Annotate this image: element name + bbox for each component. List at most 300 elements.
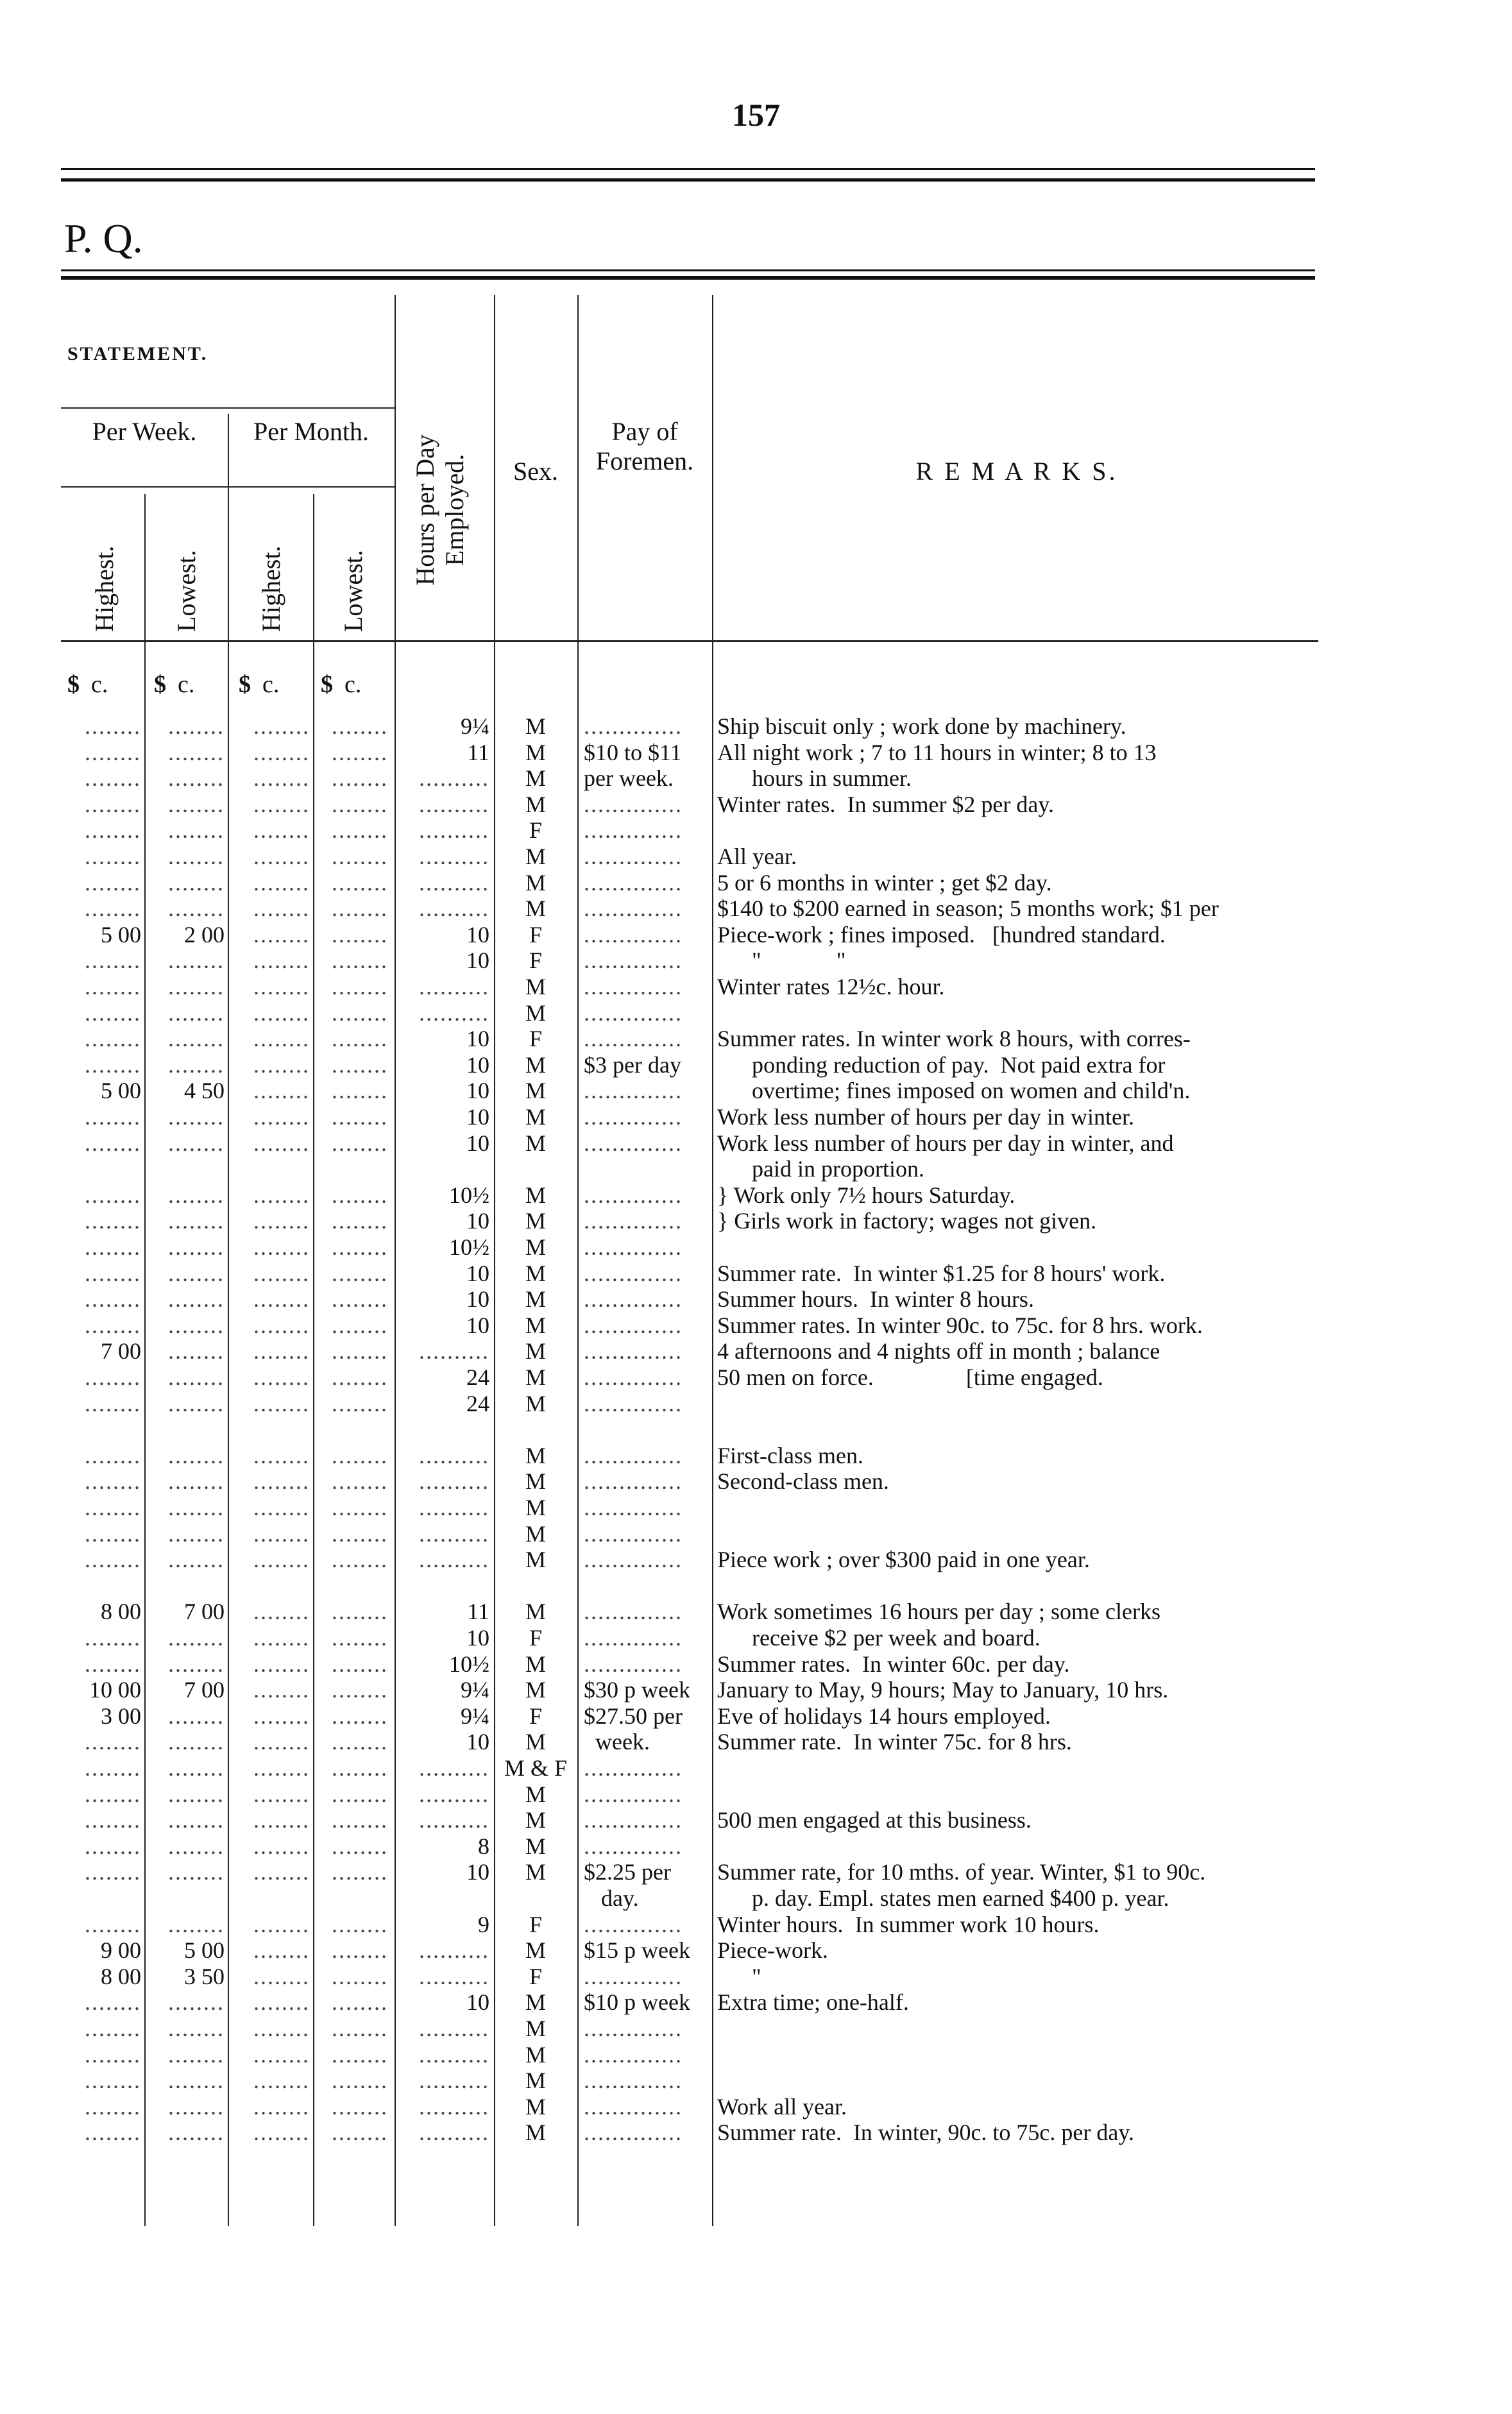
table-row xyxy=(0,1651,1512,1677)
month-highest-cell xyxy=(234,1573,310,1599)
sex-cell: M xyxy=(525,1833,546,1859)
month-lowest-cell: ........ xyxy=(332,1364,388,1390)
table-row xyxy=(0,1078,1512,1103)
week-highest-cell: ........ xyxy=(85,2041,141,2068)
week-highest-cell: ........ xyxy=(85,791,141,817)
week-lowest-cell: ........ xyxy=(168,896,225,922)
week-highest-cell: ........ xyxy=(85,844,141,869)
remarks-cell: Summer rate. In winter 75c. for 8 hrs. xyxy=(717,1729,1072,1755)
remarks-cell: Work less number of hours per day in winter, and xyxy=(717,1130,1174,1156)
month-lowest-cell: ........ xyxy=(332,1468,388,1495)
hours-cell: 10 xyxy=(466,948,489,974)
sex-cell: M xyxy=(525,2068,546,2094)
sex-cell: M xyxy=(525,844,546,869)
header-rule-thick xyxy=(61,276,1315,280)
hours-cell: .......... xyxy=(419,1468,489,1495)
month-lowest-cell: ........ xyxy=(332,2120,388,2146)
remarks-cell xyxy=(717,2042,1333,2068)
month-lowest-cell: ........ xyxy=(332,1729,388,1755)
table-row xyxy=(0,1156,1512,1182)
pay-foremen-cell: $2.25 per xyxy=(584,1859,671,1885)
week-lowest-cell: ........ xyxy=(168,2041,225,2068)
week-lowest-cell: ........ xyxy=(168,1104,225,1130)
hours-cell: .......... xyxy=(419,2041,489,2068)
remarks-cell xyxy=(717,2068,1333,2093)
week-lowest-cell: ........ xyxy=(168,713,225,739)
pay-foremen-cell: .............. xyxy=(584,1651,683,1677)
pay-foremen-cell: .............. xyxy=(584,1312,683,1338)
week-highest-cell: ........ xyxy=(85,1442,141,1468)
remarks-cell: Work sometimes 16 hours per day ; some clerks xyxy=(717,1599,1160,1625)
hours-cell xyxy=(401,1573,489,1599)
month-lowest-header: Lowest. xyxy=(339,550,368,632)
week-highest-cell: ........ xyxy=(85,1468,141,1495)
sex-cell: M xyxy=(525,1495,546,1520)
week-lowest-cell: ........ xyxy=(168,1547,225,1573)
month-highest-cell: ........ xyxy=(253,791,310,817)
week-lowest-cell: ........ xyxy=(168,2093,225,2120)
remarks-cell xyxy=(717,1495,1333,1520)
week-highest-cell: ........ xyxy=(85,1260,141,1286)
table-row xyxy=(0,1937,1512,1963)
per-month-header: Per Month. xyxy=(253,417,369,446)
pay-foremen-cell: .............. xyxy=(584,2093,683,2120)
remarks-cell: All night work ; 7 to 11 hours in winter; 8 to 13 xyxy=(717,739,1157,765)
remarks-cell: Summer rates. In winter 60c. per day. xyxy=(717,1651,1070,1677)
hours-cell: 10 xyxy=(466,921,489,948)
hours-cell: 10 xyxy=(466,1104,489,1130)
month-lowest-cell: ........ xyxy=(332,739,388,765)
pay-foremen-cell: .............. xyxy=(584,1911,683,1937)
hours-cell: .......... xyxy=(419,844,489,869)
sex-header: Sex. xyxy=(513,457,558,486)
remarks-cell: January to May, 9 hours; May to January, 10 hrs. xyxy=(717,1677,1169,1703)
hours-cell: .......... xyxy=(419,791,489,817)
remarks-cell: Summer rates. In winter work 8 hours, with corres- xyxy=(717,1026,1191,1052)
hours-cell: .......... xyxy=(419,896,489,922)
month-highest-cell: ........ xyxy=(253,974,310,999)
table-row xyxy=(0,1833,1512,1859)
week-lowest-cell: ........ xyxy=(168,1468,225,1495)
week-highest-cell: ........ xyxy=(85,2016,141,2041)
pay-foremen-header: Pay of Foremen. xyxy=(595,417,694,475)
table-row xyxy=(0,1755,1512,1781)
month-lowest-cell: ........ xyxy=(332,1495,388,1520)
month-highest-cell: ........ xyxy=(253,1312,310,1338)
hours-cell: .......... xyxy=(419,999,489,1026)
remarks-cell: Ship biscuit only ; work done by machinery. xyxy=(717,713,1126,739)
sex-cell: M xyxy=(525,1442,546,1468)
table-row xyxy=(0,1964,1512,1989)
month-highest-cell: ........ xyxy=(253,1208,310,1234)
pay-foremen-cell: .............. xyxy=(584,1520,683,1547)
sex-cell: M xyxy=(525,1078,546,1104)
week-lowest-cell xyxy=(149,1885,225,1911)
remarks-cell: Piece-work ; fines imposed. [hundred standard. xyxy=(717,921,1166,948)
month-lowest-cell: ........ xyxy=(332,713,388,739)
week-highest-cell: ........ xyxy=(85,1104,141,1130)
pay-foremen-cell: .............. xyxy=(584,844,683,869)
week-highest-cell: ........ xyxy=(85,1364,141,1390)
statement-heading: STATEMENT. xyxy=(67,343,208,364)
remarks-cell: 4 afternoons and 4 nights off in month ; balance xyxy=(717,1338,1160,1364)
hours-cell: 10 xyxy=(466,1729,489,1755)
remarks-cell xyxy=(717,1781,1333,1807)
week-lowest-cell: 4 50 xyxy=(184,1078,225,1104)
month-lowest-cell: ........ xyxy=(332,1807,388,1833)
hours-cell: 10 xyxy=(466,1051,489,1078)
month-highest-cell: ........ xyxy=(253,1833,310,1859)
week-lowest-cell: 5 00 xyxy=(184,1937,225,1964)
table-row xyxy=(0,1912,1512,1937)
week-lowest-cell: ........ xyxy=(168,1703,225,1729)
sex-cell: M xyxy=(525,2120,546,2146)
remarks-cell: All year. xyxy=(717,844,797,869)
month-highest-cell: ........ xyxy=(253,1234,310,1260)
month-highest-cell: ........ xyxy=(253,1625,310,1651)
table-row xyxy=(0,1261,1512,1286)
month-lowest-cell: ........ xyxy=(332,1625,388,1651)
remarks-cell: Piece-work. xyxy=(717,1937,828,1964)
remarks-cell: overtime; fines imposed on women and child'n. xyxy=(717,1078,1191,1104)
sex-cell: M xyxy=(525,2041,546,2068)
month-highest-cell: ........ xyxy=(253,1677,310,1703)
month-lowest-cell: ........ xyxy=(332,817,388,844)
week-lowest-cell: ........ xyxy=(168,1312,225,1338)
remarks-cell xyxy=(717,1755,1333,1781)
month-lowest-cell: ........ xyxy=(332,2041,388,2068)
pay-foremen-cell: .............. xyxy=(584,2068,683,2094)
week-lowest-header: Lowest. xyxy=(172,550,201,632)
month-lowest-cell: ........ xyxy=(332,1182,388,1208)
sex-cell: F xyxy=(529,1703,543,1729)
week-lowest-cell: ........ xyxy=(168,2120,225,2146)
hours-cell: .......... xyxy=(419,1937,489,1964)
sex-cell: F xyxy=(529,1026,543,1052)
remarks-cell: } Work only 7½ hours Saturday. xyxy=(717,1182,1015,1208)
week-lowest-cell: ........ xyxy=(168,1051,225,1078)
hours-cell: 10 xyxy=(466,1078,489,1104)
month-highest-cell: ........ xyxy=(253,1989,310,2016)
month-highest-cell: ........ xyxy=(253,1599,310,1625)
remarks-cell xyxy=(717,2016,1333,2041)
pay-foremen-cell: .............. xyxy=(584,1338,683,1364)
month-highest-cell: ........ xyxy=(253,713,310,739)
month-lowest-cell: ........ xyxy=(332,869,388,896)
month-highest-cell: ........ xyxy=(253,1781,310,1807)
remarks-cell xyxy=(717,1000,1333,1026)
week-lowest-cell: 3 50 xyxy=(184,1963,225,1989)
week-lowest-cell: ........ xyxy=(168,1651,225,1677)
table-row xyxy=(0,1677,1512,1703)
month-highest-cell: ........ xyxy=(253,1260,310,1286)
month-highest-cell: ........ xyxy=(253,1390,310,1416)
remarks-cell: Summer rate. In winter, 90c. to 75c. per day. xyxy=(717,2120,1135,2146)
month-lowest-cell: ........ xyxy=(332,1859,388,1885)
week-highest-cell: ........ xyxy=(85,1234,141,1260)
month-lowest-cell: ........ xyxy=(332,1599,388,1625)
week-highest-cell: ........ xyxy=(85,1781,141,1807)
currency-month-lowest: $ c. xyxy=(321,671,362,698)
week-lowest-cell xyxy=(149,1573,225,1599)
month-lowest-cell: ........ xyxy=(332,1677,388,1703)
month-lowest-cell: ........ xyxy=(332,1104,388,1130)
month-highest-cell: ........ xyxy=(253,869,310,896)
month-lowest-cell xyxy=(318,1156,388,1182)
week-highest-cell: ........ xyxy=(85,1807,141,1833)
hours-cell: .......... xyxy=(419,1520,489,1547)
sex-cell: M xyxy=(525,765,546,792)
week-highest-cell: 9 00 xyxy=(101,1937,141,1964)
pay-foremen-cell: .............. xyxy=(584,1833,683,1859)
pay-foremen-cell: .............. xyxy=(584,2120,683,2146)
remarks-cell: " xyxy=(717,1963,761,1989)
remarks-cell: Second-class men. xyxy=(717,1468,889,1495)
hours-cell: 10 xyxy=(466,1260,489,1286)
week-highest-cell: 8 00 xyxy=(101,1963,141,1989)
month-lowest-cell: ........ xyxy=(332,2068,388,2094)
pay-foremen-cell: .............. xyxy=(584,1130,683,1156)
month-lowest-cell: ........ xyxy=(332,948,388,974)
month-highest-cell: ........ xyxy=(253,999,310,1026)
week-lowest-cell: ........ xyxy=(168,765,225,792)
month-highest-header: Highest. xyxy=(257,545,285,632)
pay-foremen-cell: .............. xyxy=(584,1078,683,1104)
week-highest-cell: ........ xyxy=(85,739,141,765)
table-row xyxy=(0,2042,1512,2068)
week-lowest-cell: ........ xyxy=(168,1364,225,1390)
week-lowest-cell: ........ xyxy=(168,1625,225,1651)
month-lowest-cell: ........ xyxy=(332,1911,388,1937)
sex-cell: M xyxy=(525,2093,546,2120)
month-highest-cell: ........ xyxy=(253,1286,310,1313)
week-highest-cell: 10 00 xyxy=(89,1677,141,1703)
pay-foremen-cell: .............. xyxy=(584,1468,683,1495)
hours-cell: 10 xyxy=(466,1208,489,1234)
hours-cell: .......... xyxy=(419,1781,489,1807)
week-highest-cell: ........ xyxy=(85,713,141,739)
pay-foremen-cell: .............. xyxy=(584,1208,683,1234)
sex-cell xyxy=(500,1885,571,1911)
week-lowest-cell: ........ xyxy=(168,1130,225,1156)
week-highest-cell: ........ xyxy=(85,974,141,999)
week-highest-cell: ........ xyxy=(85,1208,141,1234)
pay-foremen-cell: .............. xyxy=(584,791,683,817)
pay-foremen-cell: per week. xyxy=(584,765,674,792)
month-highest-cell: ........ xyxy=(253,1026,310,1052)
table-row xyxy=(0,1703,1512,1729)
week-highest-cell: 7 00 xyxy=(101,1338,141,1364)
hours-cell: .......... xyxy=(419,1547,489,1573)
table-row xyxy=(0,1989,1512,2015)
week-lowest-cell: ........ xyxy=(168,1520,225,1547)
pay-foremen-cell: .............. xyxy=(584,1026,683,1052)
month-lowest-cell: ........ xyxy=(332,1651,388,1677)
table-row xyxy=(0,1130,1512,1156)
table-row xyxy=(0,1364,1512,1390)
remarks-cell: 50 men on force. [time engaged. xyxy=(717,1364,1103,1390)
week-highest-cell: ........ xyxy=(85,2093,141,2120)
week-highest-cell: ........ xyxy=(85,999,141,1026)
pay-foremen-cell xyxy=(584,1573,706,1599)
week-highest-cell: ........ xyxy=(85,896,141,922)
hours-cell: 9 xyxy=(478,1911,489,1937)
remarks-cell: receive $2 per week and board. xyxy=(717,1625,1041,1651)
sex-cell xyxy=(500,1156,571,1182)
sex-cell: M xyxy=(525,1781,546,1807)
statement-underline xyxy=(61,407,395,409)
hours-cell: .......... xyxy=(419,817,489,844)
week-highest-cell: ........ xyxy=(85,817,141,844)
table-row xyxy=(0,1286,1512,1312)
remarks-cell xyxy=(717,817,1333,843)
week-highest-cell: ........ xyxy=(85,1625,141,1651)
table-row xyxy=(0,1625,1512,1651)
week-highest-cell: 3 00 xyxy=(101,1703,141,1729)
month-highest-cell: ........ xyxy=(253,1963,310,1989)
sex-cell: F xyxy=(529,948,543,974)
month-highest-cell: ........ xyxy=(253,765,310,792)
table-row xyxy=(0,844,1512,869)
week-highest-cell: ........ xyxy=(85,1989,141,2016)
week-highest-cell xyxy=(64,1156,141,1182)
hours-cell xyxy=(401,1885,489,1911)
week-highest-cell: ........ xyxy=(85,1130,141,1156)
month-highest-cell: ........ xyxy=(253,1495,310,1520)
sex-cell: M xyxy=(525,1989,546,2016)
hours-cell: 8 xyxy=(478,1833,489,1859)
table-row xyxy=(0,948,1512,973)
sex-cell: M xyxy=(525,1051,546,1078)
month-lowest-cell: ........ xyxy=(332,1026,388,1052)
sex-cell: M xyxy=(525,2016,546,2041)
week-lowest-cell: ........ xyxy=(168,1833,225,1859)
sex-cell: M xyxy=(525,1312,546,1338)
pay-foremen-cell: .............. xyxy=(584,921,683,948)
week-lowest-cell: ........ xyxy=(168,1729,225,1755)
remarks-cell: } Girls work in factory; wages not given. xyxy=(717,1208,1097,1234)
table-row xyxy=(0,2120,1512,2145)
month-highest-cell: ........ xyxy=(253,2068,310,2094)
pay-foremen-cell: .............. xyxy=(584,1599,683,1625)
month-lowest-cell: ........ xyxy=(332,1547,388,1573)
table-row xyxy=(0,1234,1512,1260)
remarks-cell: " " xyxy=(717,948,846,974)
sex-cell: M xyxy=(525,1234,546,1260)
sex-cell: M xyxy=(525,739,546,765)
remarks-cell: Winter rates. In summer $2 per day. xyxy=(717,791,1055,817)
pay-foremen-cell: .............. xyxy=(584,1364,683,1390)
pay-foremen-cell: .............. xyxy=(584,1234,683,1260)
week-lowest-cell: ........ xyxy=(168,974,225,999)
sex-cell: M xyxy=(525,1338,546,1364)
hours-cell: 24 xyxy=(466,1390,489,1416)
pay-foremen-cell: .............. xyxy=(584,948,683,974)
week-lowest-cell: ........ xyxy=(168,999,225,1026)
month-lowest-cell: ........ xyxy=(332,1781,388,1807)
hours-cell: 10 xyxy=(466,1312,489,1338)
month-lowest-cell: ........ xyxy=(332,1130,388,1156)
table-row xyxy=(0,1026,1512,1051)
week-lowest-cell: ........ xyxy=(168,869,225,896)
month-lowest-cell: ........ xyxy=(332,1833,388,1859)
pay-foremen-cell: .............. xyxy=(584,1781,683,1807)
sex-cell: M xyxy=(525,1182,546,1208)
week-lowest-cell: ........ xyxy=(168,1182,225,1208)
month-highest-cell xyxy=(234,1156,310,1182)
month-highest-cell: ........ xyxy=(253,896,310,922)
currency-week-highest: $ c. xyxy=(67,671,108,698)
remarks-cell xyxy=(717,1521,1333,1547)
week-highest-cell: 5 00 xyxy=(101,1078,141,1104)
pay-foremen-cell: .............. xyxy=(584,1260,683,1286)
week-highest-cell: ........ xyxy=(85,1755,141,1781)
table-row xyxy=(0,1885,1512,1911)
week-highest-cell: ........ xyxy=(85,1390,141,1416)
hours-cell: .......... xyxy=(419,1442,489,1468)
remarks-cell: Summer rate, for 10 mths. of year. Winter, $1 to 90c. xyxy=(717,1859,1206,1885)
month-highest-cell: ........ xyxy=(253,1755,310,1781)
week-lowest-cell: ........ xyxy=(168,1442,225,1468)
sex-cell: M & F xyxy=(504,1755,568,1781)
pay-foremen-cell: .............. xyxy=(584,999,683,1026)
hours-cell: 10 xyxy=(466,1026,489,1052)
week-lowest-cell: ........ xyxy=(168,1286,225,1313)
month-lowest-cell: ........ xyxy=(332,999,388,1026)
remarks-cell: Summer rate. In winter $1.25 for 8 hours' work. xyxy=(717,1260,1166,1286)
sex-cell: F xyxy=(529,1625,543,1651)
month-highest-cell: ........ xyxy=(253,1807,310,1833)
sex-cell: M xyxy=(525,1130,546,1156)
week-lowest-cell: ........ xyxy=(168,1234,225,1260)
week-highest-cell: ........ xyxy=(85,1312,141,1338)
month-highest-cell: ........ xyxy=(253,1364,310,1390)
hours-cell: 9¼ xyxy=(461,1677,489,1703)
week-lowest-cell: 7 00 xyxy=(184,1599,225,1625)
week-lowest-cell: ........ xyxy=(168,948,225,974)
remarks-cell: Work less number of hours per day in winter. xyxy=(717,1104,1134,1130)
header-rule-thin xyxy=(61,269,1315,271)
table-row xyxy=(0,1807,1512,1833)
sex-cell: F xyxy=(529,921,543,948)
sex-cell: M xyxy=(525,1677,546,1703)
remarks-cell: hours in summer. xyxy=(717,765,912,792)
sex-cell: M xyxy=(525,1729,546,1755)
hours-cell: 10½ xyxy=(449,1234,489,1260)
week-highest-cell: ........ xyxy=(85,1651,141,1677)
hours-cell: .......... xyxy=(419,1807,489,1833)
week-highest-header: Highest. xyxy=(90,545,119,632)
hours-cell: .......... xyxy=(419,1755,489,1781)
month-highest-cell: ........ xyxy=(253,1520,310,1547)
month-lowest-cell: ........ xyxy=(332,1338,388,1364)
month-highest-cell: ........ xyxy=(253,1182,310,1208)
month-lowest-cell xyxy=(318,1416,388,1442)
week-lowest-cell: ........ xyxy=(168,817,225,844)
pay-foremen-cell: $10 p week xyxy=(584,1989,690,2016)
sex-cell: M xyxy=(525,1286,546,1313)
month-lowest-cell: ........ xyxy=(332,844,388,869)
month-lowest-cell: ........ xyxy=(332,921,388,948)
pay-foremen-cell: week. xyxy=(584,1729,650,1755)
remarks-cell xyxy=(717,1833,1333,1859)
month-lowest-cell: ........ xyxy=(332,1208,388,1234)
month-highest-cell: ........ xyxy=(253,817,310,844)
pay-foremen-cell: $3 per day xyxy=(584,1051,681,1078)
remarks-cell: Summer rates. In winter 90c. to 75c. for 8 hrs. work. xyxy=(717,1312,1203,1338)
pay-foremen-cell xyxy=(584,1156,706,1182)
month-highest-cell: ........ xyxy=(253,1051,310,1078)
